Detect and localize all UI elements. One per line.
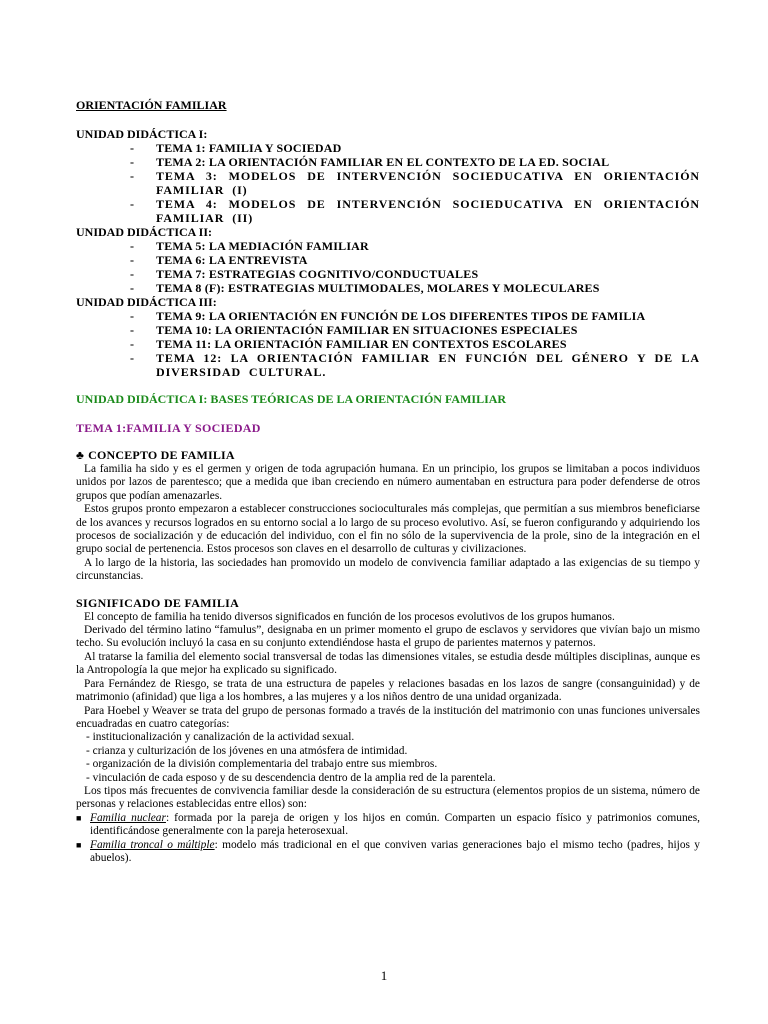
toc-topic: - TEMA 3: MODELOS DE INTERVENCIÓN SOCIEDUCATIVA EN ORIENTACIÓN FAMILIAR (I) (130, 169, 700, 197)
toc-unit-2-label: UNIDAD DIDÁCTICA II: (76, 225, 213, 239)
page-number: 1 (380, 968, 388, 983)
list-item: - institucionalización y canalización de la actividad sexual. (86, 731, 355, 744)
toc-topic: - TEMA 12: LA ORIENTACIÓN FAMILIAR EN FUNCIÓN DEL GÉNERO Y DE LA DIVERSIDAD CULTURAL. (130, 351, 700, 379)
topic-heading: TEMA 1:FAMILIA Y SOCIEDAD (76, 421, 261, 435)
list-item: ■ Familia troncal o múltiple: modelo más tradicional en el que conviven varias generaciones bajo el mismo techo (padres, hijos y abuelos). (76, 838, 700, 864)
toc-topic: - TEMA 1: FAMILIA Y SOCIEDAD (130, 141, 342, 155)
toc-topic: - TEMA 2: LA ORIENTACIÓN FAMILIAR EN EL CONTEXTO DE LA ED. SOCIAL (130, 155, 610, 169)
square-bullet-icon: ■ (76, 812, 82, 823)
toc-unit-3-label: UNIDAD DIDÁCTICA III: (76, 295, 217, 309)
toc-topic: - TEMA 7: ESTRATEGIAS COGNITIVO/CONDUCTUALES (130, 267, 479, 281)
document-title: ORIENTACIÓN FAMILIAR (76, 98, 227, 112)
term: Familia troncal o múltiple (90, 838, 215, 851)
toc-topic: - TEMA 9: LA ORIENTACIÓN EN FUNCIÓN DE LOS DIFERENTES TIPOS DE FAMILIA (130, 309, 646, 323)
square-bullet-icon: ■ (76, 839, 82, 850)
paragraph: Para Fernández de Riesgo, se trata de una estructura de papeles y relaciones basadas en los lazos de sangre (consanguinidad) y de matrimonio (afinidad) que liga a los hombres, a las mujeres y a los niños dentro de una unidad organizada. (76, 677, 700, 704)
paragraph: A lo largo de la historia, las sociedades han promovido un modelo de convivencia familiar adaptado a las exigencias de su tiempo y circunstancias. (76, 556, 700, 583)
toc-topic: - TEMA 8 (F): ESTRATEGIAS MULTIMODALES, MOLARES Y MOLECULARES (130, 281, 600, 295)
term: Familia nuclear (90, 811, 166, 824)
toc-unit-1-label: UNIDAD DIDÁCTICA I: (76, 127, 208, 141)
club-suit-icon: ♣ (76, 448, 85, 462)
unit-heading: UNIDAD DIDÁCTICA I: BASES TEÓRICAS DE LA ORIENTACIÓN FAMILIAR (76, 392, 507, 406)
paragraph: Derivado del término latino “famulus”, designaba en un primer momento el grupo de esclavos y servidores que vivían bajo un mismo techo. Su evolución incluyó la casa en su conjunto extendiéndose hasta el grupo de parientes maternos y paternos. (76, 624, 700, 650)
concepto-heading: ♣ CONCEPTO DE FAMILIA (76, 448, 235, 462)
toc-topic: - TEMA 4: MODELOS DE INTERVENCIÓN SOCIEDUCATIVA EN ORIENTACIÓN FAMILIAR (II) (130, 197, 700, 225)
toc-topic: - TEMA 5: LA MEDIACIÓN FAMILIAR (130, 239, 369, 253)
paragraph: Estos grupos pronto empezaron a establecer construcciones socioculturales más complejas, que permitían a sus miembros beneficiarse de los avances y recursos logrados en su entorno social a lo largo de su proceso evolutivo. Así, se fueron configurando y adquiriendo los procesos de socialización y de educación del individuo, con el fin no sólo de la supervivencia de la prole, sino de la integración en el grupo social de pertenencia. Estos procesos son claves en el desarrollo de culturas y civilizaciones. (76, 503, 700, 556)
toc-topic: - TEMA 11: LA ORIENTACIÓN FAMILIAR EN CONTEXTOS ESCOLARES (130, 337, 567, 351)
paragraph: La familia ha sido y es el germen y origen de toda agrupación humana. En un principio, los grupos se limitaban a pocos individuos unidos por lazos de parentesco; que a medida que iban creciendo en número aumentaban en estructura para poder defenderse de otros grupos que podían amenazarles. (76, 463, 700, 502)
document-page (76, 98, 700, 865)
paragraph: Para Hoebel y Weaver se trata del grupo de personas formado a través de la institución del matrimonio con unas funciones universales encuadradas en cuatro categorías: (76, 704, 700, 730)
paragraph: Los tipos más frecuentes de convivencia familiar desde la consideración de su estructura (elementos propios de un sistema, número de personas y relaciones establecidas entre ellos) son: (76, 784, 700, 811)
list-item: - vinculación de cada esposo y de su descendencia dentro de la amplia red de la parentela. (86, 771, 496, 784)
toc-topic: - TEMA 6: LA ENTREVISTA (130, 253, 308, 267)
paragraph: El concepto de familia ha tenido diversos significados en función de los procesos evolutivos de los grupos humanos. (84, 610, 615, 623)
paragraph: Al tratarse la familia del elemento social transversal de todas las dimensiones vitales, se estudia desde múltiples disciplinas, aunque es la Antropología la que mejor ha explicado su significado. (76, 650, 700, 677)
significado-heading: SIGNIFICADO DE FAMILIA (76, 595, 240, 610)
list-item: - organización de la división complementaria del trabajo entre sus miembros. (86, 758, 438, 771)
list-item: ■ Familia nuclear: formada por la pareja de origen y los hijos en común. Comparten un espacio físico y patrimonios comunes, identificándose generalmente con la pareja heterosexual. (76, 811, 700, 838)
toc-topic: - TEMA 10: LA ORIENTACIÓN FAMILIAR EN SITUACIONES ESPECIALES (130, 323, 578, 337)
list-item: - crianza y culturización de los jóvenes en una atmósfera de intimidad. (86, 744, 408, 757)
